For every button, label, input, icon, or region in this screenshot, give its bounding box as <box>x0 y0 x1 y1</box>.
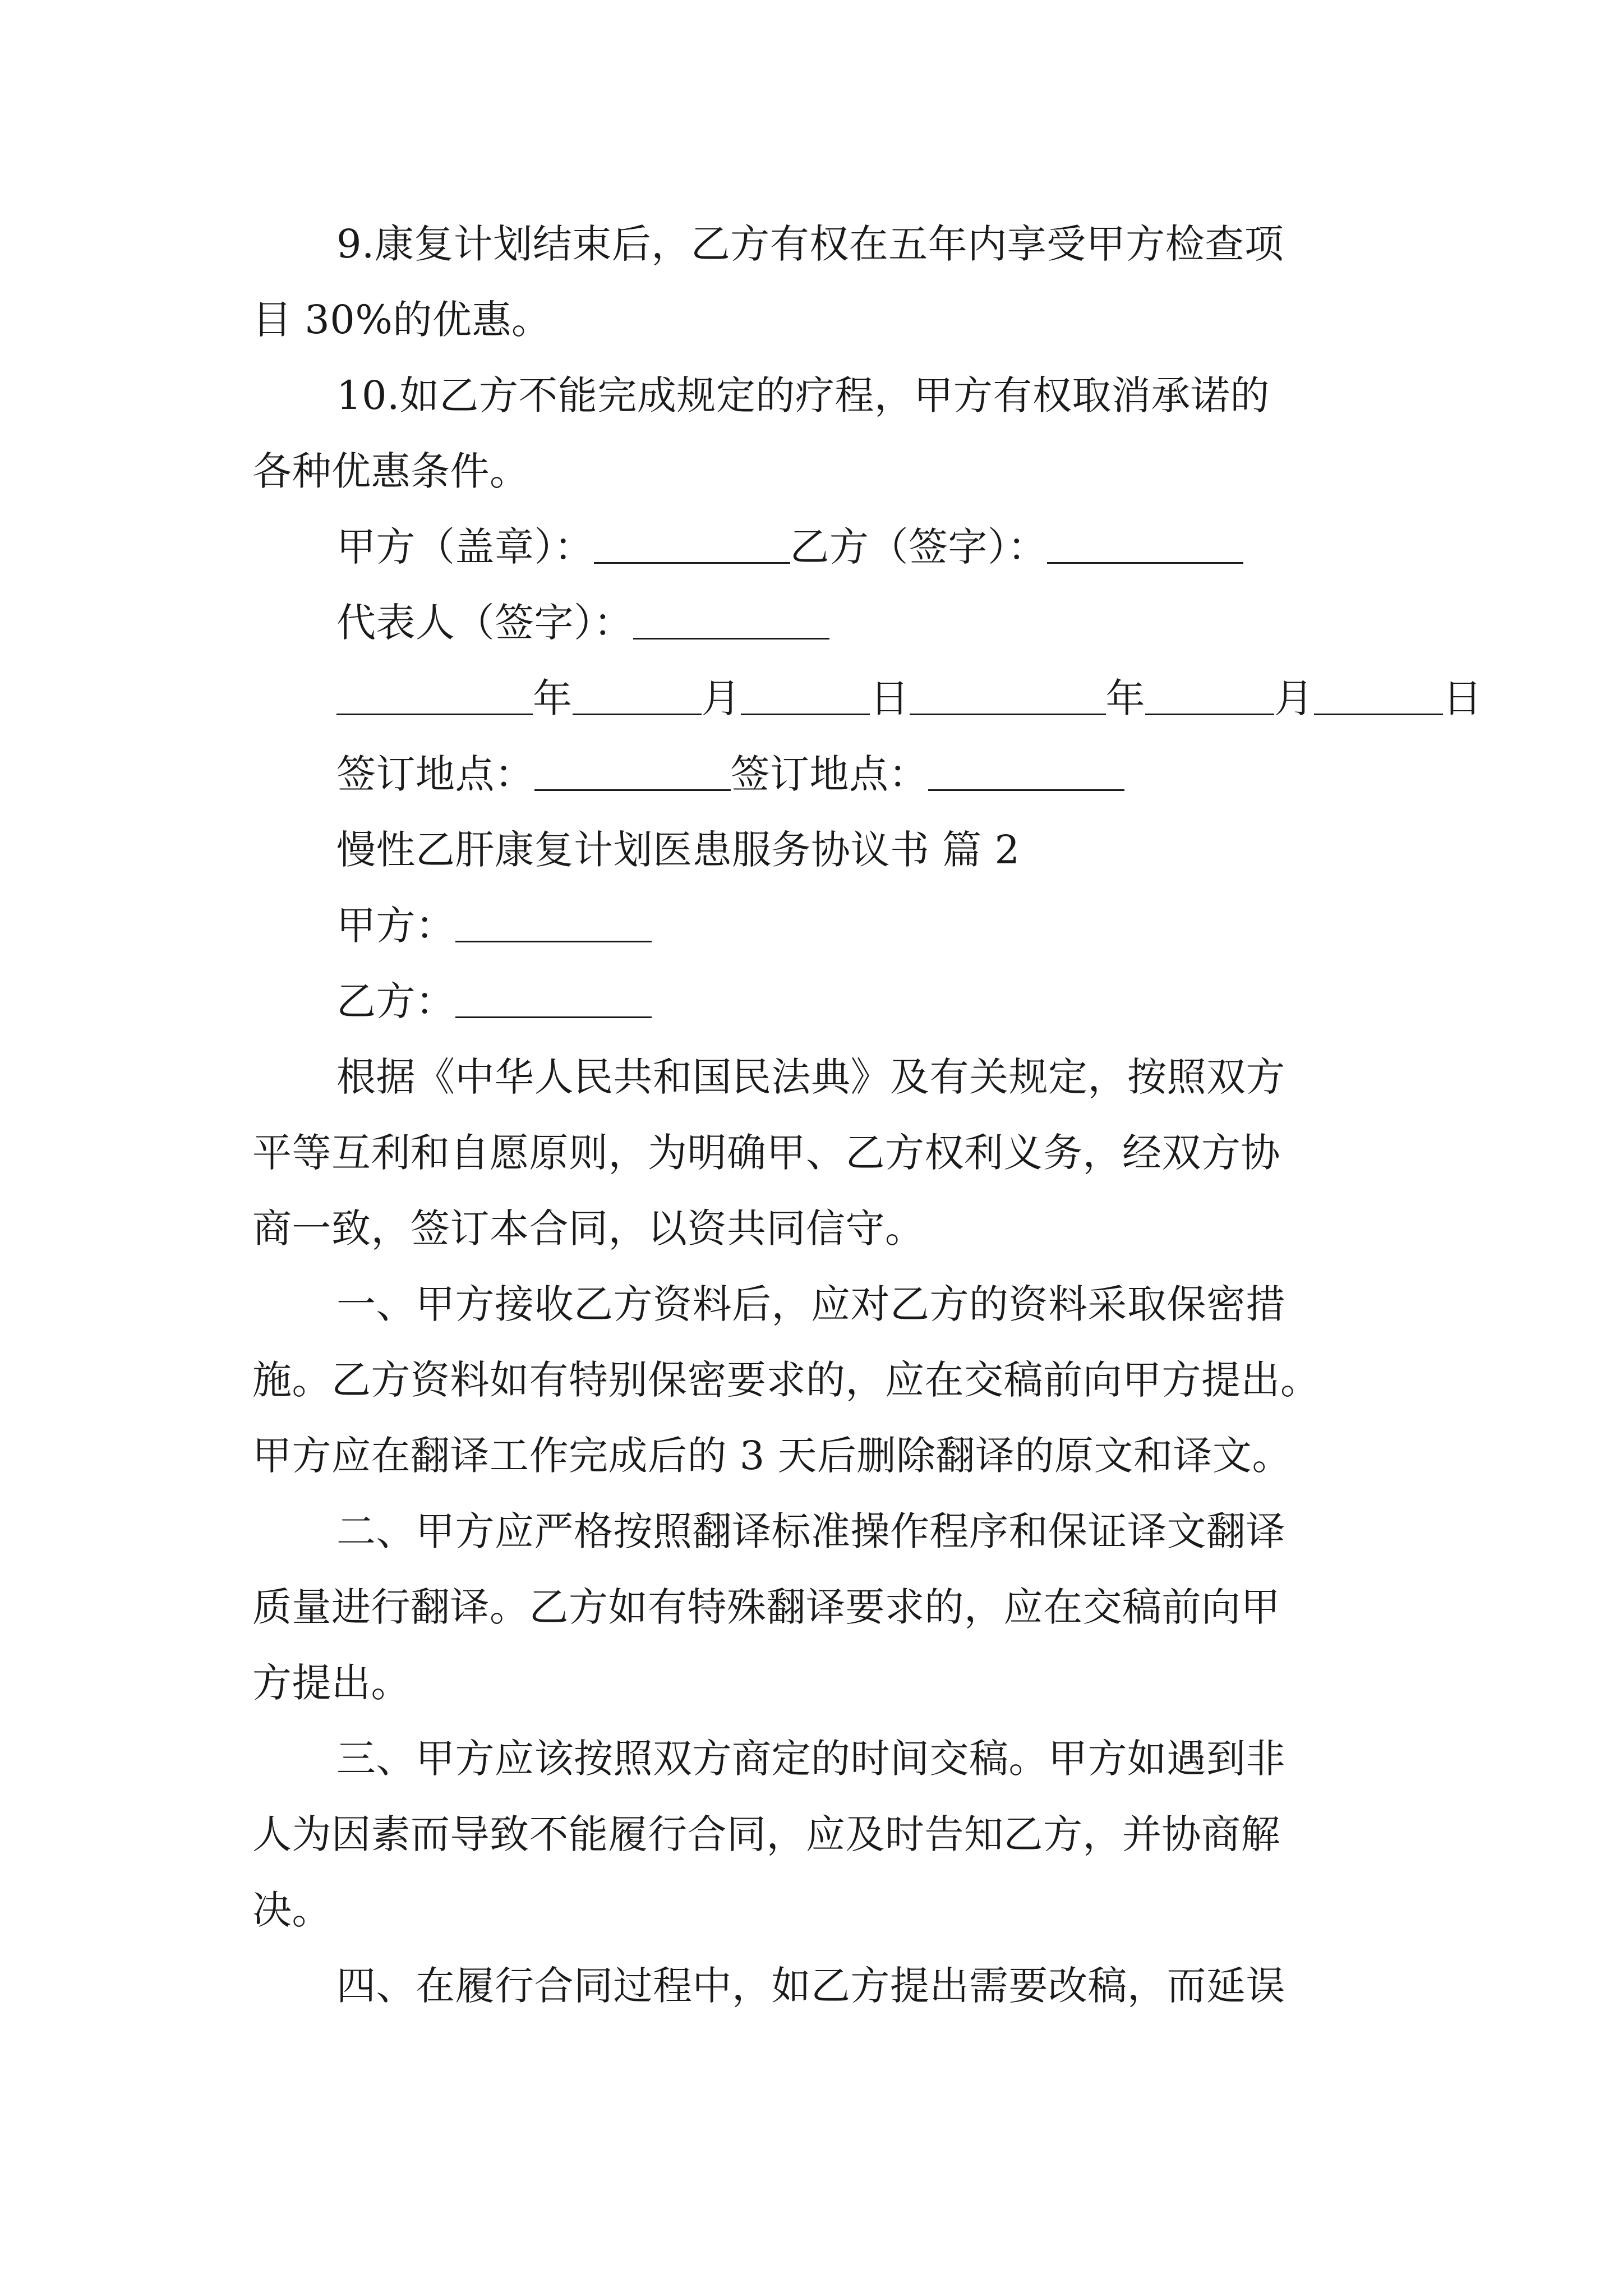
clause-2-line-1: 二、甲方应严格按照翻译标准操作程序和保证译文翻译 <box>336 1508 1285 1554</box>
signing-place-label-b: 签订地点： <box>730 751 928 797</box>
date-day-label-b: 日 <box>1442 675 1482 721</box>
date-day-blank-a <box>741 680 870 715</box>
clause-1-line-3: 甲方应在翻译工作完成后的 3 天后删除翻译的原文和译文。 <box>252 1433 1292 1479</box>
signing-place-row <box>336 751 1124 797</box>
signature-row-parties <box>336 524 1243 570</box>
party-b-label: 乙方： <box>336 978 455 1024</box>
clause-3-line-2: 人为因素而导致不能履行合同，应及时告知乙方，并协商解 <box>252 1811 1280 1857</box>
party-a-label: 甲方： <box>336 903 455 949</box>
party-a-row <box>336 903 652 949</box>
representative-sign-blank <box>633 604 829 639</box>
signature-row-representative <box>336 600 829 646</box>
item-10-line-2: 各种优惠条件。 <box>252 448 529 494</box>
date-year-blank-a <box>336 680 533 715</box>
date-month-blank-b <box>1145 680 1274 715</box>
intro-line-1: 根据《中华人民共和国民法典》及有关规定，按照双方 <box>336 1054 1285 1100</box>
clause-3-line-1: 三、甲方应该按照双方商定的时间交稿。甲方如遇到非 <box>336 1736 1285 1782</box>
item-9-line-1: 9.康复计划结束后，乙方有权在五年内享受甲方检查项 <box>336 221 1284 267</box>
date-month-blank-a <box>573 680 702 715</box>
party-b-blank <box>455 983 652 1018</box>
signing-place-blank-a <box>534 756 731 791</box>
clause-1-line-1: 一、甲方接收乙方资料后，应对乙方的资料采取保密措 <box>336 1281 1285 1327</box>
party-a-seal-blank <box>594 528 790 564</box>
party-a-blank <box>455 907 652 942</box>
signing-place-blank-b <box>928 756 1124 791</box>
date-year-blank-b <box>910 680 1106 715</box>
item-10-line-1: 10.如乙方不能完成规定的疗程，甲方有权取消承诺的 <box>336 372 1270 418</box>
signing-place-label-a: 签订地点： <box>336 751 534 797</box>
clause-1-line-2: 施。乙方资料如有特别保密要求的，应在交稿前向甲方提出。 <box>252 1357 1320 1403</box>
section-2-title: 慢性乙肝康复计划医患服务协议书 篇 2 <box>336 827 1020 873</box>
signature-date-row <box>336 675 1482 721</box>
date-month-label-b: 月 <box>1274 675 1314 721</box>
intro-line-2: 平等互利和自愿原则，为明确甲、乙方权利义务，经双方协 <box>252 1130 1280 1176</box>
clause-2-line-2: 质量进行翻译。乙方如有特殊翻译要求的，应在交稿前向甲 <box>252 1584 1280 1630</box>
party-a-seal-label: 甲方（盖章）： <box>336 524 594 570</box>
clause-3-line-3: 决。 <box>252 1887 331 1933</box>
party-b-sign-label: 乙方（签字）： <box>790 524 1047 570</box>
clause-4-line-1: 四、在履行合同过程中，如乙方提出需要改稿，而延误 <box>336 1963 1285 2009</box>
item-9-line-2: 目 30%的优惠。 <box>252 297 551 343</box>
date-month-label-a: 月 <box>701 675 741 721</box>
party-b-row <box>336 978 652 1024</box>
date-day-blank-b <box>1314 680 1443 715</box>
intro-line-3: 商一致，签订本合同，以资共同信守。 <box>252 1205 925 1251</box>
representative-sign-label: 代表人（签字）： <box>336 600 633 646</box>
date-day-label-a: 日 <box>870 675 910 721</box>
party-b-sign-blank <box>1047 528 1243 564</box>
date-year-label-b: 年 <box>1105 675 1145 721</box>
clause-2-line-3: 方提出。 <box>252 1660 411 1706</box>
date-year-label-a: 年 <box>533 675 573 721</box>
